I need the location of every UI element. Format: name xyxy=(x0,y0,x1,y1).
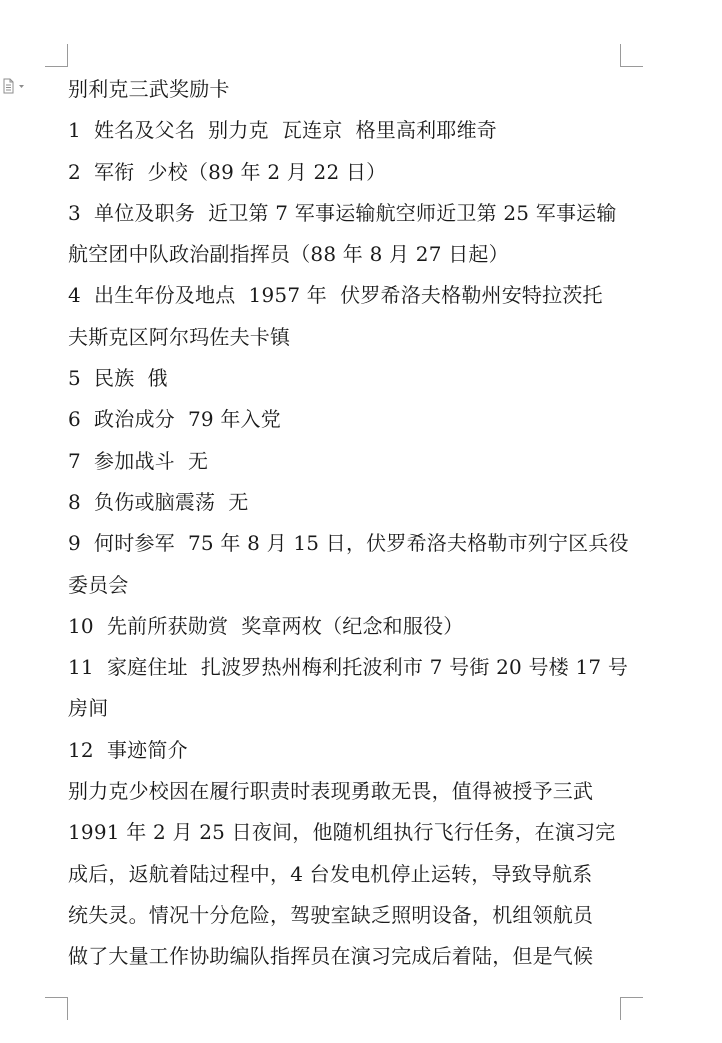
field-address-cont: 房间 xyxy=(68,696,109,721)
document-title: 别利克三武奖励卡 xyxy=(68,77,230,101)
summary-paragraph-line: 统失灵。情况十分危险，驾驶室缺乏照明设备，机组领航员 xyxy=(68,902,594,927)
field-summary-heading: 12 事迹简介 xyxy=(68,737,188,762)
summary-paragraph-line: 1991 年 2 月 25 日夜间，他随机组执行飞行任务，在演习完 xyxy=(68,820,616,845)
margin-corner-bottom-right xyxy=(620,997,643,1020)
field-address: 11 家庭住址 扎波罗热州梅利托波利市 7 号街 20 号楼 17 号 xyxy=(68,655,629,680)
field-rank: 2 军衔 少校（89 年 2 月 22 日） xyxy=(68,159,387,184)
margin-corner-top-right xyxy=(620,44,643,67)
field-awards: 10 先前所获勋赏 奖章两枚（纪念和服役） xyxy=(68,613,464,638)
summary-paragraph-line: 别力克少校因在履行职责时表现勇敢无畏，值得被授予三武 xyxy=(68,779,594,804)
field-enlistment: 9 何时参军 75 年 8 月 15 日，伏罗希洛夫格勒市列宁区兵役 xyxy=(68,531,629,556)
document-options-icon[interactable] xyxy=(2,78,28,94)
field-ethnicity: 5 民族 俄 xyxy=(68,366,168,391)
summary-paragraph-line: 成后，返航着陆过程中，4 台发电机停止运转，导致导航系 xyxy=(68,861,593,886)
margin-corner-bottom-left xyxy=(45,997,68,1020)
field-unit-cont: 航空团中队政治副指挥员（88 年 8 月 27 日起） xyxy=(68,242,509,267)
field-birth-cont: 夫斯克区阿尔玛佐夫卡镇 xyxy=(68,324,291,349)
document-body xyxy=(68,69,629,978)
field-name: 1 姓名及父名 别力克 瓦连京 格里高利耶维奇 xyxy=(68,118,497,143)
field-combat: 7 参加战斗 无 xyxy=(68,448,209,473)
margin-corner-top-left xyxy=(45,44,68,67)
field-enlistment-cont: 委员会 xyxy=(68,572,129,597)
field-party: 6 政治成分 79 年入党 xyxy=(68,407,281,432)
field-wounds: 8 负伤或脑震荡 无 xyxy=(68,489,249,514)
summary-paragraph-line: 做了大量工作协助编队指挥员在演习完成后着陆，但是气候 xyxy=(68,944,594,969)
field-birth: 4 出生年份及地点 1957 年 伏罗希洛夫格勒州安特拉茨托 xyxy=(68,283,603,308)
field-unit: 3 单位及职务 近卫第 7 军事运输航空师近卫第 25 军事运输 xyxy=(68,200,617,225)
